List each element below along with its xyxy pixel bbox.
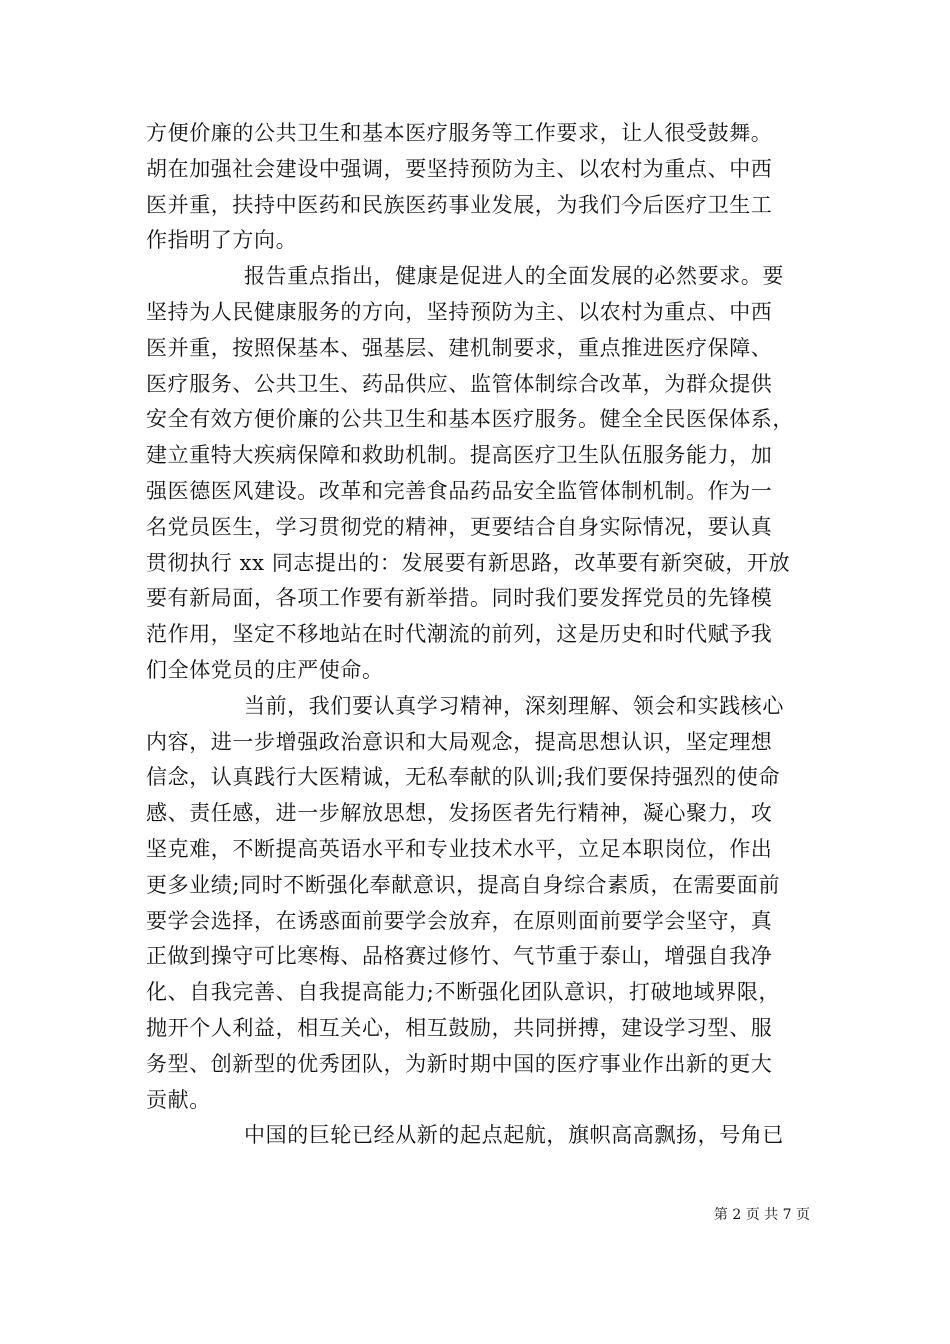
- text-line: 要有新局面，各项工作要有新举措。同时我们要发挥党员的先锋模: [146, 586, 773, 611]
- text-line: 强医德医风建设。改革和完善食品药品安全监管体制机制。作为一: [146, 478, 773, 503]
- text-line: 抛开个人利益，相互关心，相互鼓励，共同拼搏，建设学习型、服: [146, 1015, 773, 1040]
- text-line: 医并重，扶持中医药和民族医药事业发展，为我们今后医疗卫生工: [146, 192, 773, 217]
- text-line: 贡献。: [146, 1087, 211, 1112]
- text-line: 感、责任感，进一步解放思想，发扬医者先行精神，凝心聚力，攻: [146, 801, 773, 826]
- text-line: 医疗服务、公共卫生、药品供应、监管体制综合改革，为群众提供: [146, 371, 773, 396]
- text-line: 贯彻执行 xx 同志提出的：发展要有新思路，改革要有新突破，开放: [146, 550, 791, 575]
- text-line: 务型、创新型的优秀团队，为新时期中国的医疗事业作出新的更大: [146, 1051, 773, 1076]
- body-text: [146, 116, 810, 1154]
- text-line: 建立重特大疾病保障和救助机制。提高医疗卫生队伍服务能力，加: [146, 443, 773, 468]
- text-line: 方便价廉的公共卫生和基本医疗服务等工作要求，让人很受鼓舞。: [146, 121, 773, 145]
- text-line: 范作用，坚定不移地站在时代潮流的前列，这是历史和时代赋予我: [146, 622, 773, 647]
- paragraph-first-line: 报告重点指出，健康是促进人的全面发展的必然要求。要: [244, 264, 784, 289]
- paragraph-first-line: 当前，我们要认真学习精神，深刻理解、领会和实践核心: [244, 693, 784, 718]
- text-line: 胡在加强社会建设中强调，要坚持预防为主、以农村为重点、中西: [146, 156, 773, 181]
- text-line: 要学会选择，在诱惑面前要学会放弃，在原则面前要学会坚守，真: [146, 908, 773, 933]
- text-line: 安全有效方便价廉的公共卫生和基本医疗服务。健全全民医保体系，: [146, 407, 794, 432]
- text-line: 内容，进一步增强政治意识和大局观念，提高思想认识，坚定理想: [146, 729, 773, 754]
- paragraph-first-line: 中国的巨轮已经从新的起点起航，旗帜高高飘扬，号角已: [244, 1123, 784, 1148]
- text-line: 们全体党员的庄严使命。: [146, 657, 384, 682]
- page-number-footer: 第 2 页 共 7 页: [713, 1207, 810, 1223]
- text-line: 作指明了方向。: [146, 228, 298, 253]
- text-line: 坚克难，不断提高英语水平和专业技术水平，立足本职岗位，作出: [146, 836, 773, 861]
- text-line: 更多业绩;同时不断强化奉献意识，提高自身综合素质，在需要面前: [146, 872, 781, 897]
- text-line: 医并重，按照保基本、强基层、建机制要求，重点推进医疗保障、: [146, 335, 773, 360]
- text-line: 信念，认真践行大医精诚，无私奉献的队训;我们要保持强烈的使命: [146, 765, 781, 790]
- text-line: 化、自我完善、自我提高能力;不断强化团队意识，打破地域界限，: [146, 980, 781, 1005]
- text-line: 名党员医生，学习贯彻党的精神，更要结合自身实际情况，要认真: [146, 514, 773, 539]
- text-line: 坚持为人民健康服务的方向，坚持预防为主、以农村为重点、中西: [146, 299, 773, 324]
- text-line: 正做到操守可比寒梅、品格赛过修竹、气节重于泰山，增强自我净: [146, 944, 773, 969]
